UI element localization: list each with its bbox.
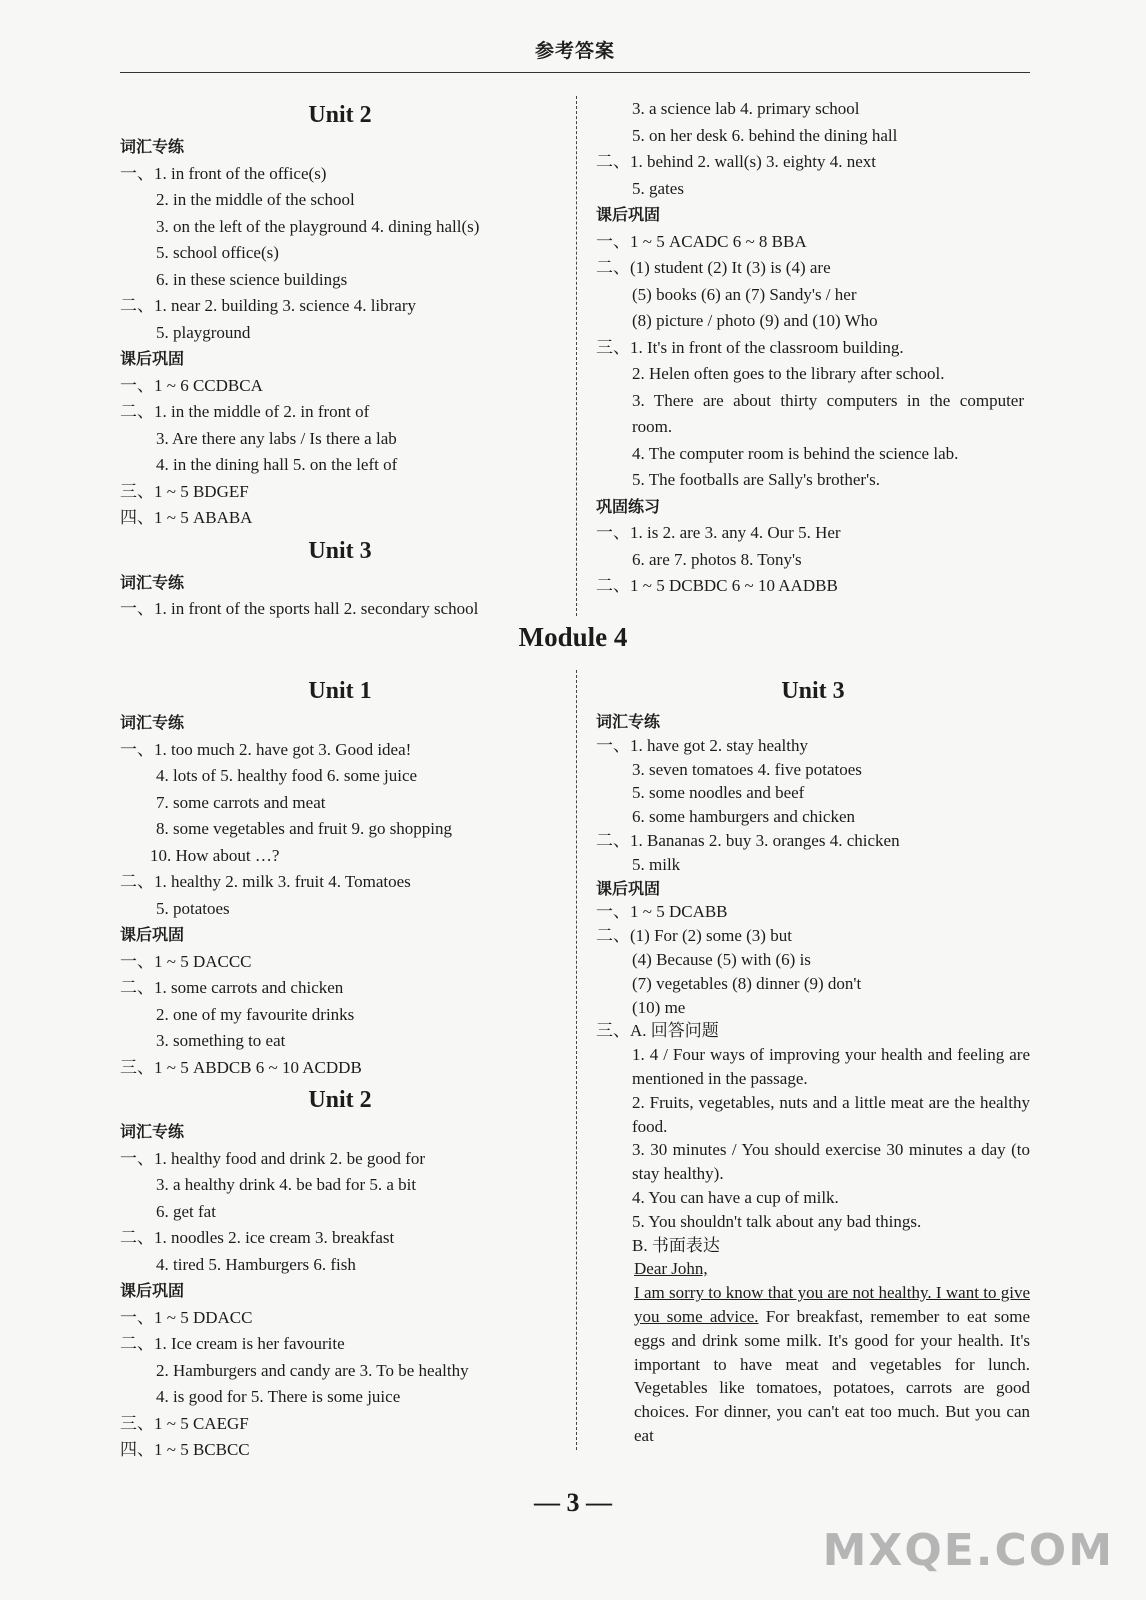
answer-line: 2. Hamburgers and candy are 3. To be healthy [156,1360,469,1380]
answer-line: 二、1. healthy 2. milk 3. fruit 4. Tomatoes [120,872,411,891]
answer-line: 一、1 ~ 6 CCDBCA [120,375,263,395]
answer-line: 二、1. near 2. building 3. science 4. library [120,296,417,315]
answer-line: 三、1 ~ 5 BDGEF [120,481,249,501]
answer-line: 2. one of my favourite drinks [156,1004,355,1024]
answer-line: 5. milk [632,854,681,874]
answer-line: 一、1. too much 2. have got 3. Good idea! [120,739,412,759]
letter-greeting: Dear John, [634,1259,708,1279]
answer-line: 2. Helen often goes to the library after school. [632,364,945,383]
letter-text: For breakfast, remember to eat some eggs and drink some milk. It's good for your health. It's important to have meat and vegetables for lunch. Vegetables like tomatoes, potatoes, carrots are good choices. For dinner, you can't eat too much. But you can eat [634,1306,1030,1445]
section-heading: 词汇专练 [120,713,185,732]
answer-line: 3. Are there any labs / Is there a lab [156,428,397,448]
unit-title: Unit 2 [308,1087,372,1113]
answer-line: 一、1. is 2. are 3. any 4. Our 5. Her [596,523,841,542]
answer-line: 二、1 ~ 5 DCBDC 6 ~ 10 AADBB [596,576,838,595]
answer-line: (5) books (6) an (7) Sandy's / her [632,284,857,304]
answer-line: 5. The footballs are Sally's brother's. [632,470,881,489]
answer-line: 一、1 ~ 5 DCABB [596,902,728,922]
section-heading: 词汇专练 [596,712,661,731]
answer-line: 5. gates [632,178,684,198]
answer-line: 3. seven tomatoes 4. five potatoes [632,759,862,779]
answer-line: 4. lots of 5. healthy food 6. some juice [156,766,418,785]
letter-underlined-text: I am sorry to know that you are not healthy. I want to give you some advice. [634,1283,1030,1326]
answer-line: 二、(1) student (2) It (3) is (4) are [596,258,831,277]
answer-line: 四、1 ~ 5 BCBCC [120,1440,250,1459]
unit-title: Unit 2 [308,102,372,128]
answer-line: 二、(1) For (2) some (3) but [596,926,792,946]
answer-line: 6. some hamburgers and chicken [632,807,855,827]
page-number: — 3 — [534,1488,612,1517]
answer-line: 一、1. healthy food and drink 2. be good for [120,1148,425,1168]
section-heading: 词汇专练 [120,572,185,592]
section-heading: 课后巩固 [120,349,185,368]
answer-line: (8) picture / photo (9) and (10) Who [632,311,878,330]
answer-line: (10) me [632,997,686,1017]
answer-line: 三、1 ~ 5 ABDCB 6 ~ 10 ACDDB [120,1057,362,1077]
answer-line: 二、1. noodles 2. ice cream 3. breakfast [120,1228,395,1247]
answer-line: 6. are 7. photos 8. Tony's [632,549,802,569]
answer-line: 三、1. It's in front of the classroom building. [596,337,904,357]
answer-line: 5. some noodles and beef [632,783,805,803]
answer-line: 4. is good for 5. There is some juice [156,1387,401,1406]
column-divider-top [576,96,577,616]
answer-line: 一、1 ~ 5 DDACC [120,1307,253,1327]
answer-line: 一、1 ~ 5 DACCC [120,951,252,971]
answer-line: 二、1. in the middle of 2. in front of [120,402,370,421]
answer-line: 5. on her desk 6. behind the dining hall [632,125,898,145]
section-label: B. 书面表达 [632,1235,720,1255]
answer-line: 三、A. 回答问题 [596,1021,719,1041]
header-title: 参考答案 [534,40,615,62]
unit-title: Unit 1 [308,678,372,704]
site-watermark: MXQE.COM [822,1525,1114,1576]
answer-line: (7) vegetables (8) dinner (9) don't [632,973,862,993]
answer-line: 一、1. in front of the sports hall 2. secondary school [120,599,479,618]
answer-line: 二、1. behind 2. wall(s) 3. eighty 4. next [596,152,876,171]
answer-line: 3. something to eat [156,1031,286,1050]
section-heading: 巩固练习 [596,496,661,516]
answer-line: 三、1 ~ 5 CAEGF [120,1413,249,1433]
section-heading: 课后巩固 [120,1281,185,1300]
bottom-right-column [596,672,1030,1448]
unit-title: Unit 3 [308,537,372,564]
section-heading: 词汇专练 [120,1122,185,1141]
answer-line: 二、1. Bananas 2. buy 3. oranges 4. chicken [596,830,900,850]
answer-line: 1. 4 / Four ways of improving your health and feeling are mentioned in the passage. [632,1045,1030,1088]
answer-line: 3. on the left of the playground 4. dining hall(s) [156,216,480,236]
section-heading: 课后巩固 [596,878,661,898]
answer-line: 4. in the dining hall 5. on the left of [156,455,398,474]
letter-body [596,1281,1030,1448]
answer-line: 3. 30 minutes / You should exercise 30 minutes a day (to stay healthy). [632,1140,1030,1184]
top-left-column [120,96,560,623]
answer-line: 4. You can have a cup of milk. [632,1187,839,1207]
section-heading: 词汇专练 [120,137,185,156]
answer-line: 5. potatoes [156,898,230,918]
answer-line: 6. in these science buildings [156,269,348,289]
answer-line: 二、1. Ice cream is her favourite [120,1334,345,1353]
answer-line: 2. Fruits, vegetables, nuts and a little meat are the healthy food. [632,1092,1030,1136]
answer-line: 2. in the middle of the school [156,190,355,209]
section-heading: 课后巩固 [596,205,661,224]
answer-line: 3. a science lab 4. primary school [632,99,860,118]
answer-line: 二、1. some carrots and chicken [120,978,344,997]
answer-line: 5. You shouldn't talk about any bad things. [632,1211,922,1231]
answer-line: 一、1. have got 2. stay healthy [596,735,808,755]
page-header [120,36,1030,73]
unit-title: Unit 3 [781,678,845,704]
answer-line: (4) Because (5) with (6) is [632,949,811,969]
answer-line: 4. The computer room is behind the science lab. [632,443,959,463]
answer-line: 8. some vegetables and fruit 9. go shopping [156,819,453,838]
answer-line: 四、1 ~ 5 ABABA [120,508,253,527]
answer-line: 一、1 ~ 5 ACADC 6 ~ 8 BBA [596,231,807,251]
answer-line: 6. get fat [156,1201,216,1221]
answer-line: 3. a healthy drink 4. be bad for 5. a bit [156,1175,417,1194]
module-title: Module 4 [518,622,628,652]
answer-line: 4. tired 5. Hamburgers 6. fish [156,1254,356,1274]
answer-line: 5. playground [156,322,251,342]
answer-line: 10. How about …? [150,845,280,865]
column-divider-bottom [576,670,577,1450]
answer-line: 一、1. in front of the office(s) [120,163,327,183]
answer-line: 5. school office(s) [156,243,279,262]
bottom-left-column [120,672,560,1464]
answer-line: 3. There are about thirty computers in the computer room. [632,390,1024,436]
top-right-column [596,96,1030,600]
section-heading: 课后巩固 [120,925,185,944]
answer-line: 7. some carrots and meat [156,792,326,812]
